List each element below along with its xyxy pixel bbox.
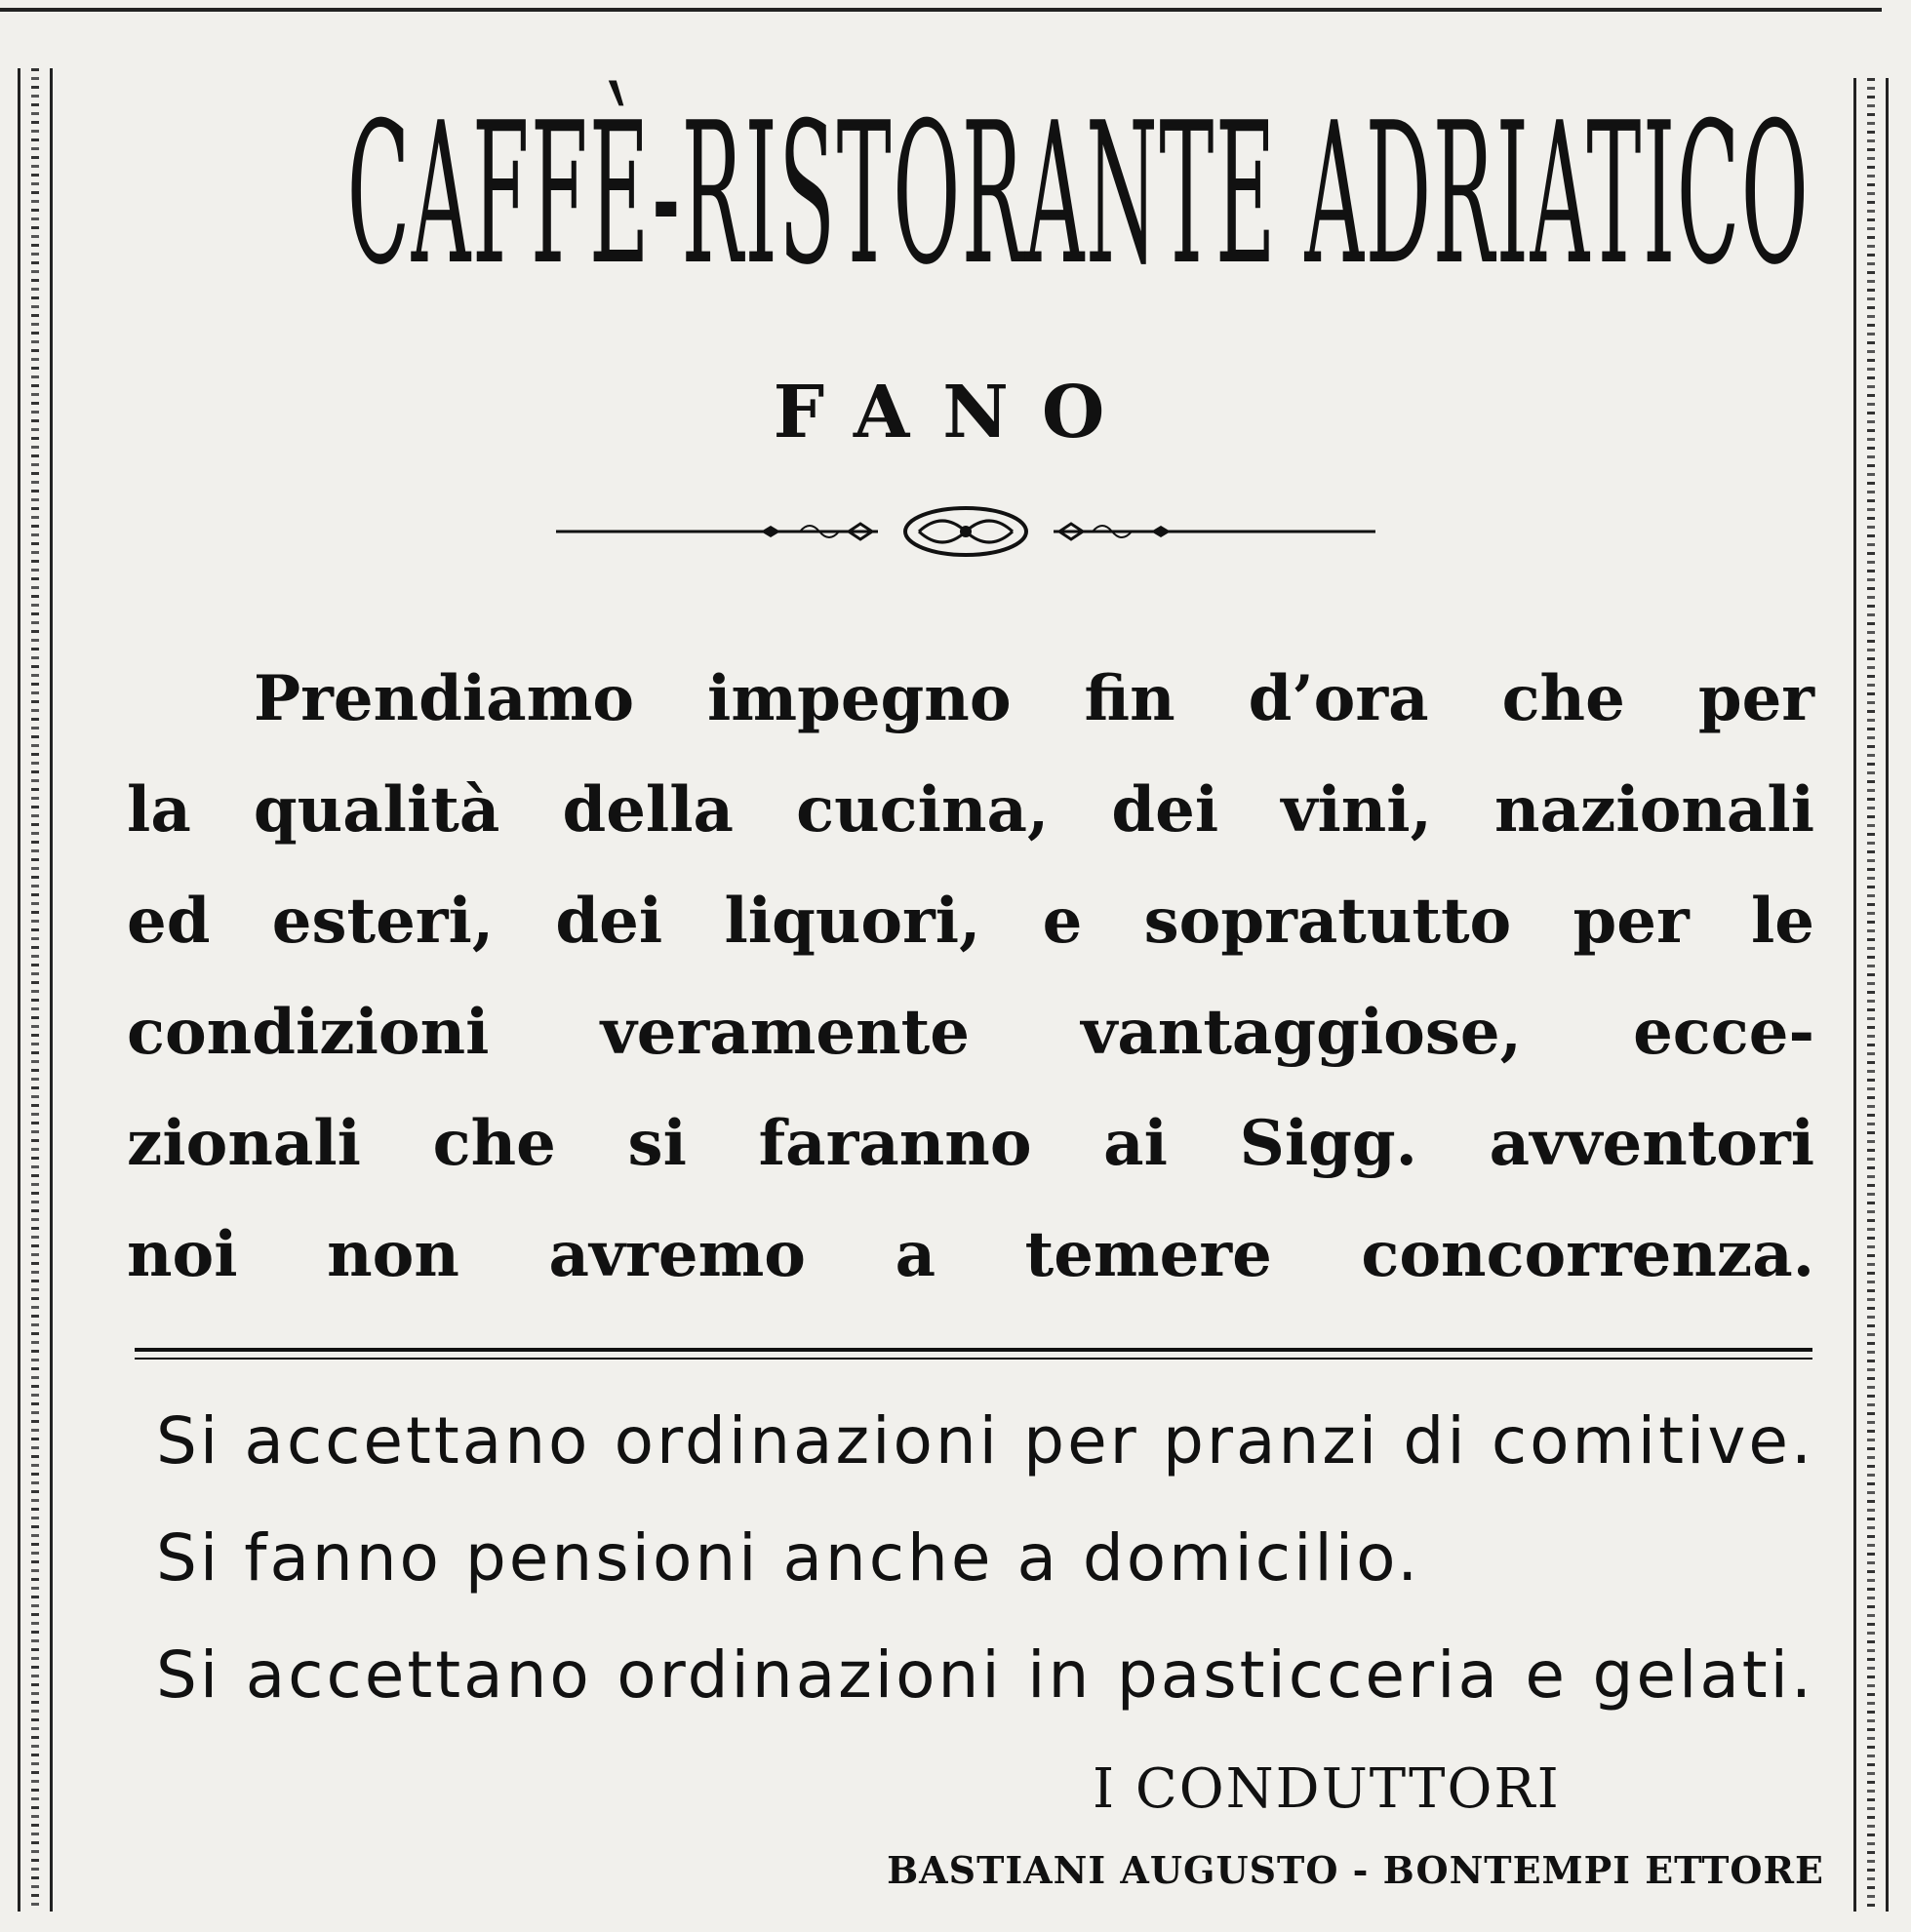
notice-item: Si accettano ordinazioni per pranzi di comitive.	[156, 1403, 1814, 1479]
city-name: FANO	[773, 371, 1138, 454]
top-rule	[0, 8, 1882, 12]
signature-names: BASTIANI AUGUSTO - BONTEMPI ETTORE	[887, 1848, 1824, 1892]
body-line: condizioni veramente vantaggiose, ecce-	[127, 996, 1814, 1069]
notice-item: Si fanno pensioni anche a domicilio.	[156, 1520, 1421, 1596]
body-line: la qualità della cucina, dei vini, nazionali	[127, 773, 1814, 847]
body-line: noi non avremo a temere concorrenza.	[127, 1218, 1814, 1291]
body-paragraph	[127, 644, 1814, 1311]
section-divider	[135, 1348, 1812, 1360]
body-line: ed esteri, dei liquori, e sopratutto per le	[127, 885, 1814, 958]
signature-title: I CONDUTTORI	[1093, 1757, 1561, 1821]
notice-item: Si accettano ordinazioni in pasticceria e gelati.	[156, 1637, 1814, 1713]
notices-list	[156, 1383, 1814, 1734]
left-ornamental-border	[18, 68, 53, 1912]
body-line: Prendiamo impegno fin d’ora che per	[254, 662, 1814, 735]
body-line: zionali che si faranno ai Sigg. avventori	[127, 1107, 1814, 1180]
right-ornamental-border	[1853, 78, 1889, 1912]
ornament-divider-icon	[556, 502, 1375, 561]
business-title: CAFFÈ-RISTORANTE ADRIATICO	[346, 81, 1811, 308]
title-container	[98, 68, 1834, 322]
